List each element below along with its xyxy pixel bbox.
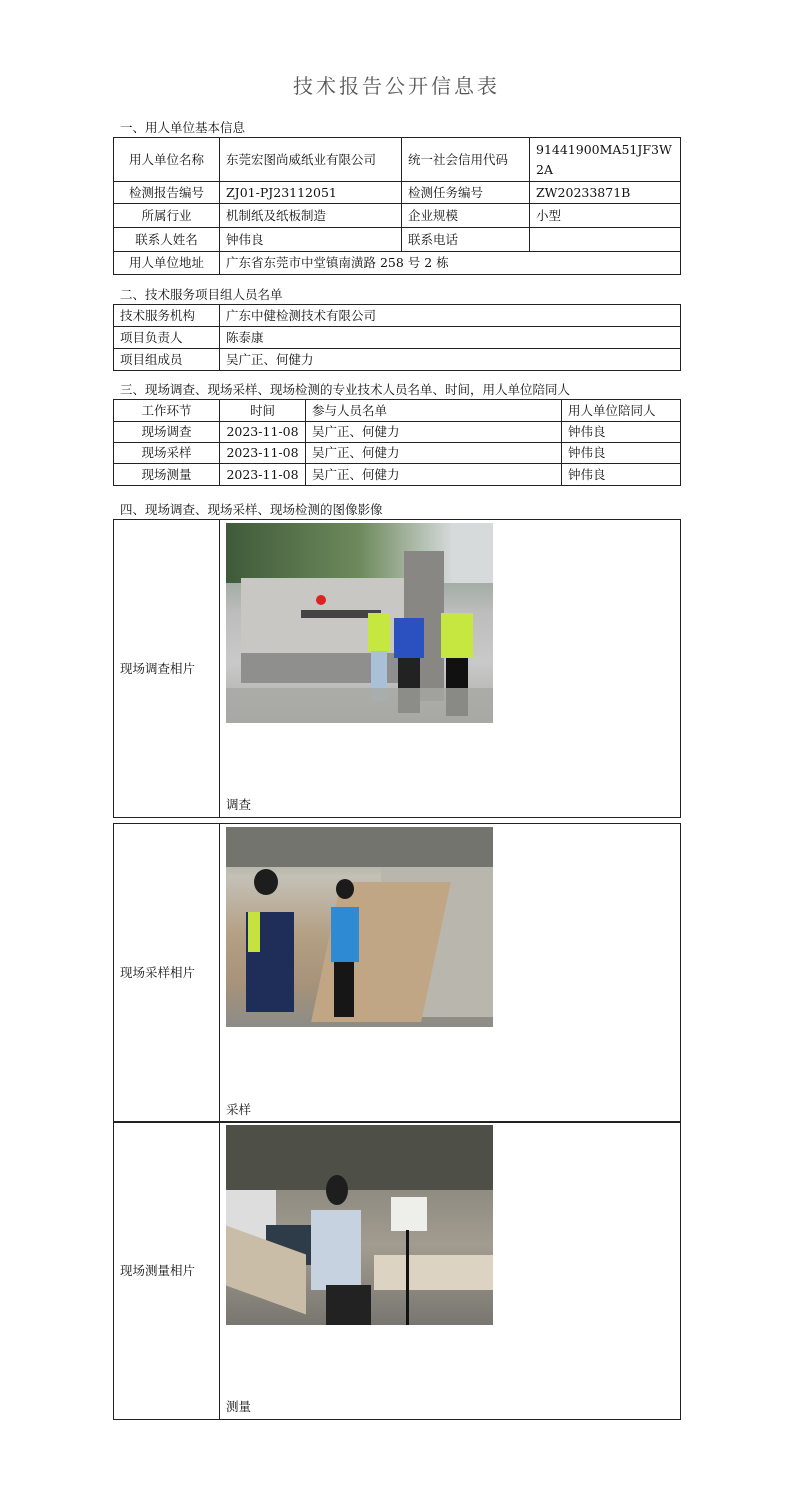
photo-cell bbox=[220, 520, 681, 818]
column-header: 工作环节 bbox=[114, 400, 220, 422]
label-cell: 所属行业 bbox=[114, 204, 220, 228]
photo-label: 现场采样相片 bbox=[114, 824, 220, 1123]
table-row bbox=[114, 182, 681, 204]
document-title: 技术报告公开信息表 bbox=[293, 74, 500, 98]
value-cell: 小型 bbox=[530, 204, 681, 228]
photo-label: 现场调查相片 bbox=[114, 520, 220, 818]
label-cell: 技术服务机构 bbox=[114, 305, 220, 327]
staff-cell: 吴广正、何健力 bbox=[306, 422, 562, 443]
table-row bbox=[114, 305, 681, 327]
column-header: 用人单位陪同人 bbox=[562, 400, 681, 422]
photo-caption: 采样 bbox=[226, 1102, 252, 1117]
label-cell: 检测任务编号 bbox=[402, 182, 530, 204]
value-cell: 广东中健检测技术有限公司 bbox=[220, 305, 681, 327]
staff-cell: 吴广正、何健力 bbox=[306, 464, 562, 486]
photo-row bbox=[114, 1122, 681, 1420]
table-row bbox=[114, 464, 681, 486]
table-row bbox=[114, 443, 681, 464]
section4-heading: 四、现场调查、现场采样、现场检测的图像影像 bbox=[120, 502, 383, 517]
column-header: 参与人员名单 bbox=[306, 400, 562, 422]
photo-label: 现场测量相片 bbox=[114, 1122, 220, 1420]
address-cell: 广东省东莞市中堂镇南潢路 258 号 2 栋 bbox=[220, 252, 681, 275]
value-cell: 钟伟良 bbox=[220, 228, 402, 252]
label-cell: 统一社会信用代码 bbox=[402, 138, 530, 182]
photo-table-sampling bbox=[113, 823, 681, 1123]
staff-cell: 吴广正、何健力 bbox=[306, 443, 562, 464]
stage-cell: 现场测量 bbox=[114, 464, 220, 486]
section2-heading: 二、技术服务项目组人员名单 bbox=[120, 287, 283, 302]
table-row bbox=[114, 422, 681, 443]
table-row bbox=[114, 204, 681, 228]
label-cell: 检测报告编号 bbox=[114, 182, 220, 204]
site-survey-photo bbox=[226, 523, 493, 723]
table-row bbox=[114, 138, 681, 182]
escort-cell: 钟伟良 bbox=[562, 464, 681, 486]
label-cell: 联系人姓名 bbox=[114, 228, 220, 252]
stage-cell: 现场采样 bbox=[114, 443, 220, 464]
photo-cell bbox=[220, 1122, 681, 1420]
site-measurement-photo bbox=[226, 1125, 493, 1325]
label-cell: 用人单位名称 bbox=[114, 138, 220, 182]
date-cell: 2023-11-08 bbox=[220, 422, 306, 443]
value-cell: 吴广正、何健力 bbox=[220, 349, 681, 371]
stage-cell: 现场调查 bbox=[114, 422, 220, 443]
date-cell: 2023-11-08 bbox=[220, 464, 306, 486]
photo-table-survey bbox=[113, 519, 681, 818]
section3-heading: 三、现场调查、现场采样、现场检测的专业技术人员名单、时间，用人单位陪同人 bbox=[120, 382, 571, 397]
escort-cell: 钟伟良 bbox=[562, 422, 681, 443]
table-row bbox=[114, 327, 681, 349]
value-cell bbox=[530, 228, 681, 252]
photo-table-measurement bbox=[113, 1121, 681, 1420]
credit-code-cell: 91441900MA51JF3W2A bbox=[530, 138, 681, 182]
photo-row bbox=[114, 520, 681, 818]
column-header: 时间 bbox=[220, 400, 306, 422]
table-header-row bbox=[114, 400, 681, 422]
section1-heading: 一、用人单位基本信息 bbox=[120, 120, 246, 135]
label-cell: 项目负责人 bbox=[114, 327, 220, 349]
label-cell: 用人单位地址 bbox=[114, 252, 220, 275]
escort-cell: 钟伟良 bbox=[562, 443, 681, 464]
value-cell: ZJ01-PJ23112051 bbox=[220, 182, 402, 204]
photo-row bbox=[114, 824, 681, 1123]
value-cell: 机制纸及纸板制造 bbox=[220, 204, 402, 228]
label-cell: 项目组成员 bbox=[114, 349, 220, 371]
onsite-staff-table bbox=[113, 399, 681, 486]
label-cell: 联系电话 bbox=[402, 228, 530, 252]
value-cell: 东莞宏图尚威纸业有限公司 bbox=[220, 138, 402, 182]
photo-caption: 测量 bbox=[226, 1399, 252, 1414]
table-row bbox=[114, 252, 681, 275]
table-row bbox=[114, 228, 681, 252]
value-cell: ZW20233871B bbox=[530, 182, 681, 204]
photo-cell bbox=[220, 824, 681, 1123]
basic-info-table bbox=[113, 137, 681, 275]
date-cell: 2023-11-08 bbox=[220, 443, 306, 464]
value-cell: 陈泰康 bbox=[220, 327, 681, 349]
label-cell: 企业规模 bbox=[402, 204, 530, 228]
photo-caption: 调查 bbox=[226, 797, 252, 812]
site-sampling-photo bbox=[226, 827, 493, 1027]
project-team-table bbox=[113, 304, 681, 371]
table-row bbox=[114, 349, 681, 371]
